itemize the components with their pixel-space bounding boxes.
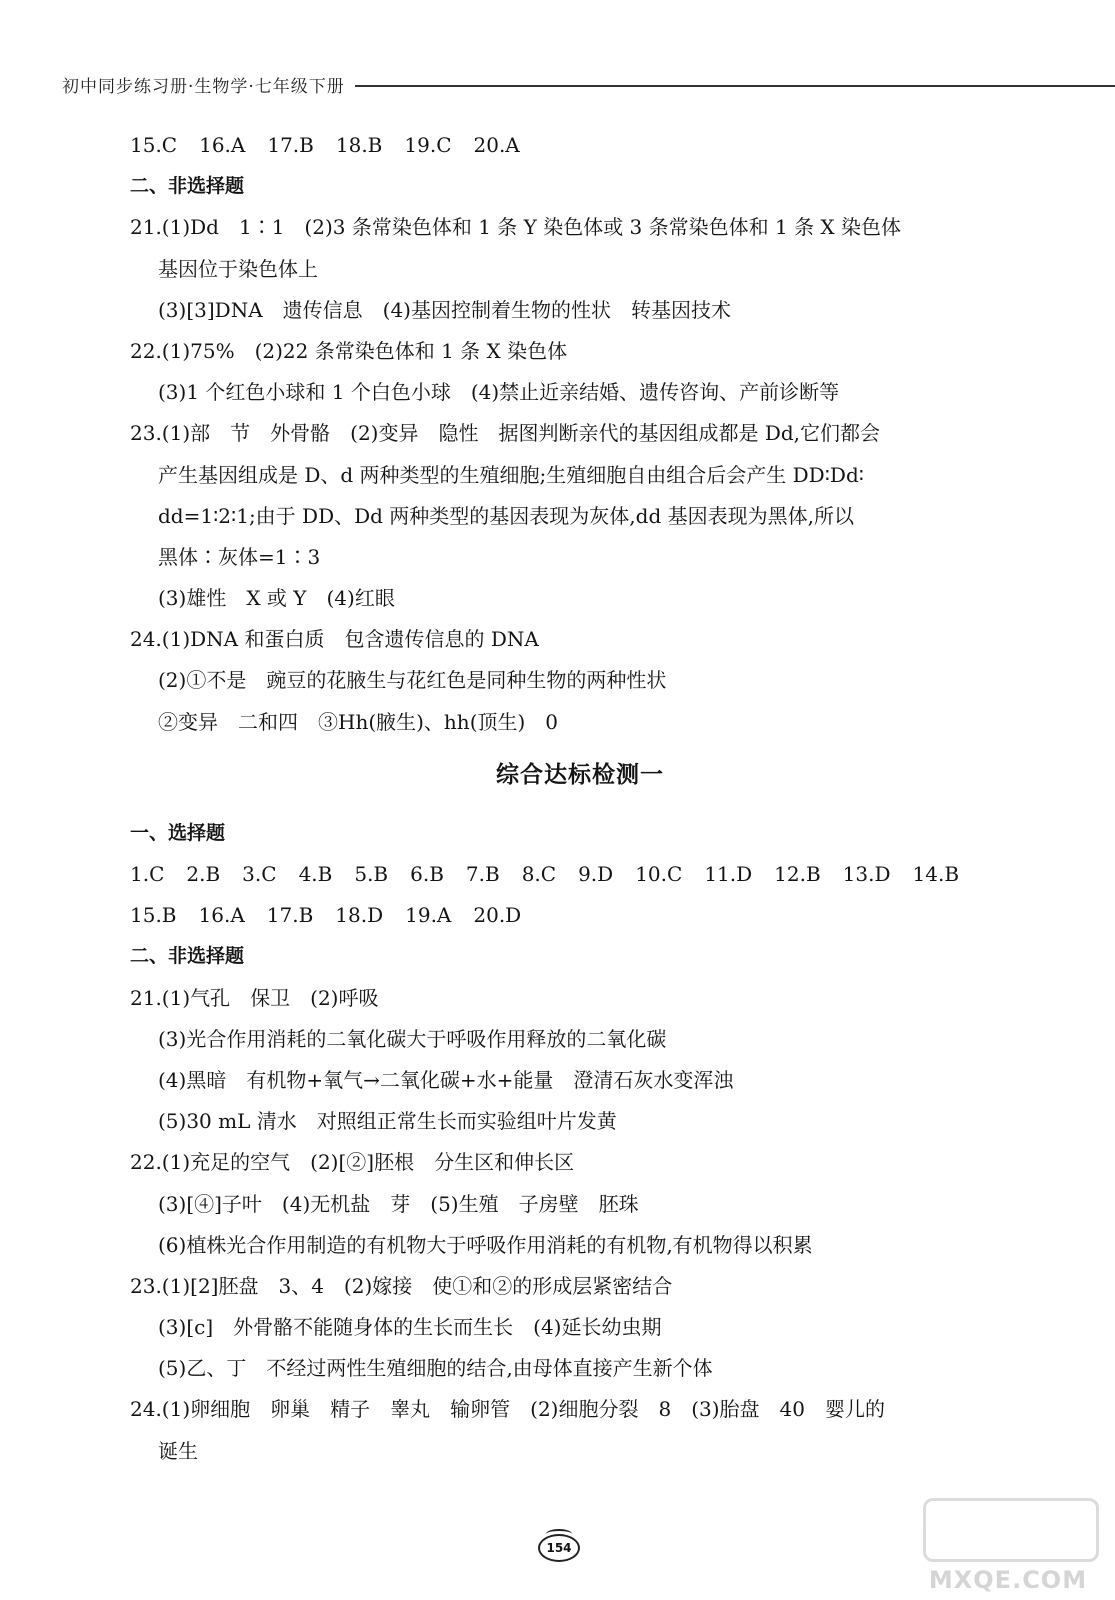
answer-item: 15.C [130,133,178,157]
page-number: 154 [538,1534,580,1562]
answer-line: (2)①不是 豌豆的花腋生与花红色是同种生物的两种性状 [158,668,667,693]
section-title: 综合达标检测一 [496,761,664,788]
answer-item: 5.B [354,862,389,886]
answer-item: 20.D [473,903,522,928]
answer-item: 2.B [186,862,221,886]
answer-line: (5)乙、丁 不经过两性生殖细胞的结合,由母体直接产生新个体 [158,1356,713,1381]
answer-item: 18.D [335,903,384,928]
answer-item: 7.B [465,862,500,886]
answer-line: (5)30 mL 清水 对照组正常生长而实验组叶片发黄 [158,1109,617,1134]
answer-line: (3)[c] 外骨骼不能随身体的生长而生长 (4)延长幼虫期 [158,1315,662,1340]
answer-item: 8.C [521,862,557,886]
answer-line: 22.(1)75% (2)22 条常染色体和 1 条 X 染色体 [130,338,568,363]
answer-line: 23.(1)[2]胚盘 3、4 (2)嫁接 使①和②的形成层紧密结合 [130,1273,673,1298]
section-heading-nonchoice: 二、非选择题 [130,175,245,198]
answer-item: 11.D [704,862,753,886]
answers-row-15-20 [130,125,1030,166]
answer-item: 1.C [130,862,165,886]
answer-item: 17.B [266,903,314,928]
answer-item: 3.C [242,862,277,886]
answer-line: 21.(1)Dd 1∶1 (2)3 条常染色体和 1 条 Y 染色体或 3 条常染色体和 1 条 X 染色体 [130,215,902,240]
answer-line: (3)[④]子叶 (4)无机盐 芽 (5)生殖 子房壁 胚珠 [158,1191,639,1216]
answer-line: 基因位于染色体上 [158,256,318,281]
watermark-emblem-icon [923,1498,1099,1562]
answer-item: 16.A [199,133,246,157]
section-heading-nonchoice: 二、非选择题 [130,945,245,968]
page-header [62,72,1115,97]
answer-item: 6.B [410,862,444,886]
answer-item: 9.D [578,862,614,886]
answer-item: 16.A [198,903,245,928]
answer-item: 19.C [404,133,452,157]
answer-line: 24.(1)DNA 和蛋白质 包含遗传信息的 DNA [130,627,539,652]
answer-item: 4.B [298,862,333,886]
answer-item: 19.A [405,903,452,928]
answer-line: 21.(1)气孔 保卫 (2)呼吸 [130,985,379,1010]
answer-content [130,125,1030,1472]
answer-item: 10.C [635,862,683,886]
watermark-logo [923,1498,1093,1596]
answer-line: ②变异 二和四 ③Hh(腋生)、hh(顶生) 0 [158,709,559,734]
watermark-text: MXQE.COM [928,1566,1088,1594]
answer-line: 23.(1)部 节 外骨骼 (2)变异 隐性 据图判断亲代的基因组成都是 Dd,它们都会 [130,421,881,446]
answers-row-1-14 [130,854,1030,895]
answer-item: 12.B [774,862,821,886]
answer-line: (3)1 个红色小球和 1 个白色小球 (4)禁止近亲结婚、遗传咨询、产前诊断等 [158,380,840,405]
answer-line: (6)植株光合作用制造的有机物大于呼吸作用消耗的有机物,有机物得以积累 [158,1232,813,1257]
answer-line: 产生基因组成是 D、d 两种类型的生殖细胞;生殖细胞自由组合后会产生 DD∶Dd∶ [158,462,864,487]
header-rule [355,85,1115,87]
answer-line: 诞生 [158,1438,198,1463]
answer-line: (3)[3]DNA 遗传信息 (4)基因控制着生物的性状 转基因技术 [158,297,731,322]
answer-line: 黑体∶灰体=1∶3 [158,544,321,569]
header-title: 初中同步练习册·生物学·七年级下册 [62,77,345,97]
answers-row-15-20 [130,895,1030,936]
answer-item: 17.B [267,133,314,157]
answer-line: 24.(1)卵细胞 卵巢 精子 睾丸 输卵管 (2)细胞分裂 8 (3)胎盘 40 婴儿的 [130,1397,885,1422]
answer-line: (4)黑暗 有机物+氧气→二氧化碳+水+能量 澄清石灰水变浑浊 [158,1067,734,1092]
answer-line: dd=1∶2∶1;由于 DD、Dd 两种类型的基因表现为灰体,dd 基因表现为黑体,所以 [158,503,854,528]
answer-line: (3)雄性 X 或 Y (4)红眼 [158,586,395,611]
answer-line: 22.(1)充足的空气 (2)[②]胚根 分生区和伸长区 [130,1150,575,1175]
answer-item: 13.D [842,862,891,886]
answer-item: 18.B [335,133,383,157]
answer-item: 20.A [473,133,520,157]
section-heading-choice: 一、选择题 [130,821,226,844]
answer-line: (3)光合作用消耗的二氧化碳大于呼吸作用释放的二氧化碳 [158,1026,667,1051]
answer-item: 15.B [130,903,177,928]
answer-item: 14.B [912,862,960,886]
